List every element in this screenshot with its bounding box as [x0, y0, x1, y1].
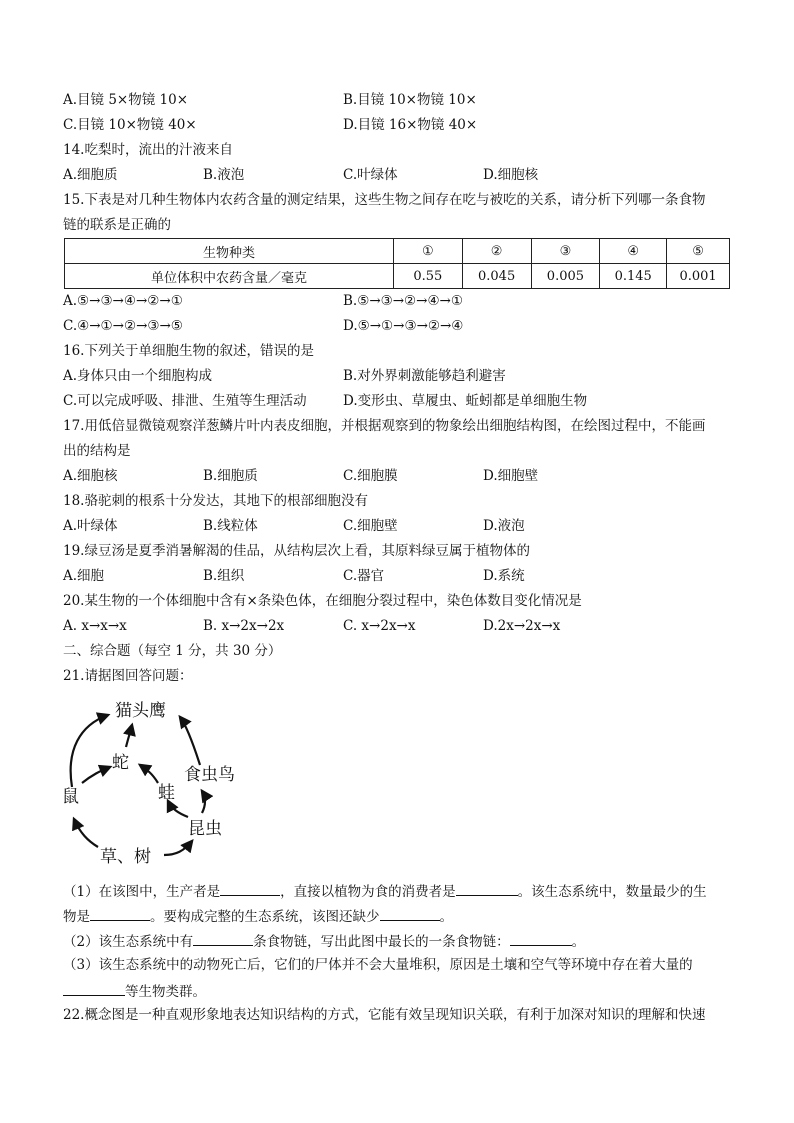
q14-option-d: D.细胞核	[483, 167, 539, 183]
q20-option-a: A. x→x→x	[63, 618, 127, 634]
q15-stem-line1: 15.下表是对几种生物体内农药含量的测定结果，这些生物之间存在吃与被吃的关系，请分析下列哪一条食物	[63, 192, 706, 208]
q18-stem: 18.骆驼刺的根系十分发达，其地下的根部细胞没有	[63, 493, 368, 509]
q21-part3-line2	[63, 981, 206, 1001]
q21-part1-text: 物是	[63, 909, 90, 925]
node-snake: 蛇	[112, 753, 129, 773]
q16-option-b: B.对外界刺激能够趋利避害	[343, 368, 506, 384]
q13-option-d: D.目镜 16×物镜 40×	[343, 117, 478, 133]
arrow-mouse-owl	[71, 715, 108, 787]
q22-stem: 22.概念图是一种直观形象地表达知识结构的方式，它能有效呈现知识关联，有利于加深对知识的理解和快速	[63, 1007, 706, 1023]
answer-blank[interactable]	[90, 906, 150, 921]
table-row	[65, 264, 730, 289]
q16-stem: 16.下列关于单细胞生物的叙述，错误的是	[63, 343, 314, 359]
q13-option-b: B.目镜 10×物镜 10×	[343, 92, 477, 108]
pesticide-table	[64, 238, 730, 289]
q19-option-a: A.细胞	[63, 568, 105, 584]
arrow-plants-mouse	[74, 819, 98, 847]
node-grass-trees: 草、树	[100, 847, 151, 867]
table-cell: 0.005	[531, 264, 600, 289]
q19-option-b: B.组织	[203, 568, 245, 584]
q21-part2	[63, 931, 585, 951]
answer-blank[interactable]	[510, 931, 572, 946]
answer-blank[interactable]	[63, 981, 125, 996]
q13-option-c: C.目镜 10×物镜 40×	[63, 117, 197, 133]
arrow-snake-owl	[126, 725, 132, 747]
q17-stem-line2: 出的结构是	[63, 443, 131, 459]
q21-part1-text: 。	[439, 909, 453, 925]
q15-stem-line2: 链的联系是正确的	[63, 217, 171, 233]
q21-part1-text: （1）在该图中，生产者是	[63, 884, 221, 900]
q21-part1-text: 。该生态系统中，数量最少的生	[517, 884, 707, 900]
table-cell: 0.001	[667, 264, 730, 289]
node-frog: 蛙	[158, 783, 175, 803]
q21-part1-text: 。要构成完整的生态系统，该图还缺少	[150, 909, 380, 925]
arrow-plants-insect	[164, 841, 192, 855]
q17-option-c: C.细胞膜	[343, 468, 398, 484]
q14-stem: 14.吃梨时，流出的汁液来自	[63, 142, 233, 158]
q14-option-b: B.液泡	[203, 167, 245, 183]
q15-option-a: A.⑤→③→④→②→①	[63, 293, 183, 309]
table-row-header: 单位体积中农药含量／毫克	[65, 264, 394, 289]
q19-option-d: D.系统	[483, 568, 525, 584]
q18-option-b: B.线粒体	[203, 518, 258, 534]
q21-part2-text: 条食物链，写出此图中最长的一条食物链：	[253, 934, 510, 950]
table-cell: 0.045	[462, 264, 531, 289]
q15-option-d: D.⑤→①→③→②→④	[343, 318, 464, 334]
q21-part1-line1	[63, 881, 707, 901]
table-cell: 0.55	[393, 264, 462, 289]
node-insect: 昆虫	[188, 819, 222, 839]
q16-option-a: A.身体只由一个细胞构成	[63, 368, 213, 384]
table-cell: ③	[531, 239, 600, 264]
node-insectivorous-bird: 食虫鸟	[184, 765, 235, 785]
table-row-header: 生物种类	[65, 239, 394, 264]
q21-part3-text: 等生物类群。	[125, 984, 206, 1000]
arrow-insect-bird	[202, 791, 205, 813]
arrow-bird-owl	[180, 717, 200, 765]
q19-option-c: C.器官	[343, 568, 385, 584]
q21-stem: 21.请据图回答问题：	[63, 668, 193, 684]
q18-option-a: A.叶绿体	[63, 518, 118, 534]
arrow-frog-snake	[140, 765, 158, 783]
q16-option-d: D.变形虫、草履虫、蚯蚓都是单细胞生物	[343, 393, 588, 409]
q17-stem-line1: 17.用低倍显微镜观察洋葱鳞片叶内表皮细胞，并根据观察到的物象绘出细胞结构图，在绘图过程中，不能画	[63, 418, 706, 434]
node-mouse: 鼠	[62, 787, 79, 807]
answer-blank[interactable]	[193, 931, 253, 946]
arrow-mouse-snake	[82, 767, 110, 783]
q19-stem: 19.绿豆汤是夏季消暑解渴的佳品，从结构层次上看，其原料绿豆属于植物体的	[63, 543, 530, 559]
q18-option-d: D.液泡	[483, 518, 525, 534]
answer-blank[interactable]	[380, 906, 440, 921]
q17-option-d: D.细胞壁	[483, 468, 539, 484]
q14-option-a: A.细胞质	[63, 167, 118, 183]
q15-option-b: B.⑤→③→②→④→①	[343, 293, 463, 309]
section-title: 二、综合题（每空 1 分，共 30 分）	[63, 643, 282, 659]
q14-option-c: C.叶绿体	[343, 167, 398, 183]
q17-option-a: A.细胞核	[63, 468, 118, 484]
table-cell: ①	[393, 239, 462, 264]
q21-part3-line1: （3）该生态系统中的动物死亡后，它们的尸体并不会大量堆积，原因是土壤和空气等环境中存在着大量的	[63, 957, 693, 973]
answer-blank[interactable]	[220, 881, 280, 896]
q18-option-c: C.细胞壁	[343, 518, 398, 534]
node-owl: 猫头鹰	[115, 701, 166, 721]
q15-option-c: C.④→①→②→③→⑤	[63, 318, 183, 334]
q21-part1-line2	[63, 906, 453, 926]
q21-part2-text: 。	[571, 934, 586, 950]
table-cell: ②	[462, 239, 531, 264]
arrow-insect-frog	[168, 801, 188, 817]
q21-part2-text: （2）该生态系统中有	[63, 934, 194, 950]
answer-blank[interactable]	[456, 881, 518, 896]
food-web-diagram	[60, 695, 260, 875]
q16-option-c: C.可以完成呼吸、排泄、生殖等生理活动	[63, 393, 307, 409]
table-row	[65, 239, 730, 264]
q13-option-a: A.目镜 5×物镜 10×	[63, 92, 189, 108]
q17-option-b: B.细胞质	[203, 468, 258, 484]
q21-part1-text: ，直接以植物为食的消费者是	[280, 884, 456, 900]
q20-option-d: D.2x→2x→x	[483, 618, 561, 634]
q20-stem: 20.某生物的一个体细胞中含有×条染色体，在细胞分裂过程中，染色体数目变化情况是	[63, 593, 582, 609]
table-cell: ⑤	[667, 239, 730, 264]
q20-option-c: C. x→2x→x	[343, 618, 416, 634]
q20-option-b: B. x→2x→2x	[203, 618, 285, 634]
table-cell: 0.145	[600, 264, 667, 289]
table-cell: ④	[600, 239, 667, 264]
